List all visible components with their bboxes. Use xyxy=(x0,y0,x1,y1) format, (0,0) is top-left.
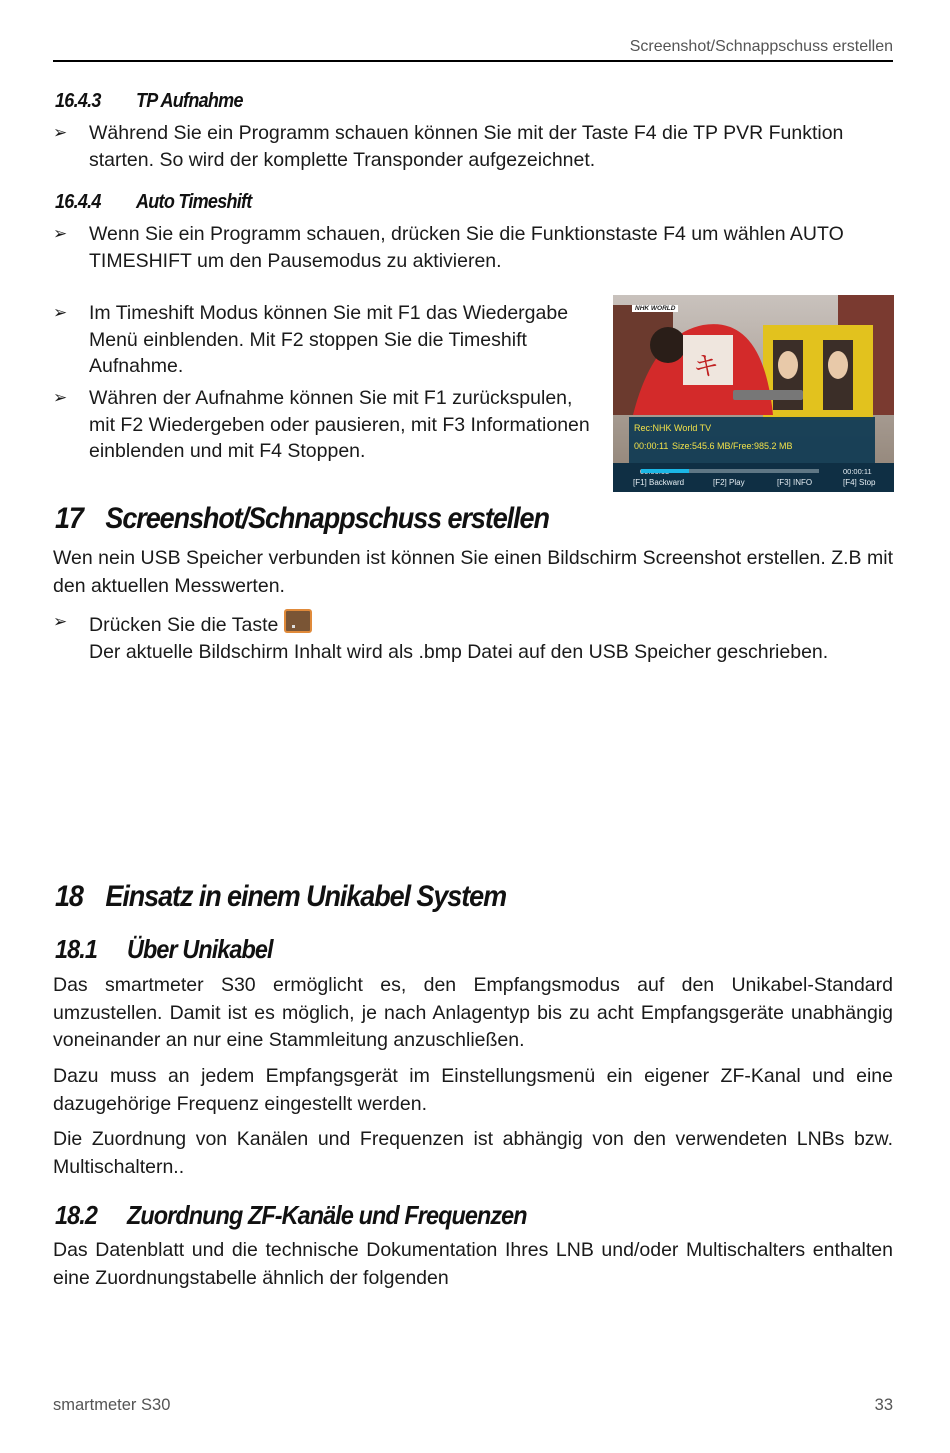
screenshot-key-icon xyxy=(284,609,312,633)
f1-label: [F1] Backward xyxy=(633,478,685,487)
bullet-auto-timeshift: ➢ Wenn Sie ein Programm schauen, drücken Sie die Funktionstaste F4 um wählen AUTO TIMESHIFT um den Pausemodus zu aktivieren. xyxy=(53,223,844,272)
paragraph-unikabel-2: Dazu muss an jedem Empfangsgerät im Einstellungsmenü ein eigener ZF-Kanal und eine dazugehörige Frequenz eingestellt werden. xyxy=(53,1065,893,1115)
heading-18-1 xyxy=(55,934,273,965)
chapter-title: Screenshot/Schnappschuss erstellen xyxy=(105,502,549,535)
chapter-number: 17 xyxy=(55,502,83,535)
bullet-screenshot-key: ➢ Drücken Sie die Taste Der aktuelle Bildschirm Inhalt wird als .bmp Datei auf den USB Speicher geschrieben. xyxy=(53,609,893,665)
time-end: 00:00:11 xyxy=(843,467,872,476)
f4-label: [F4] Stop xyxy=(843,478,876,487)
progress-track xyxy=(641,469,819,473)
section-number: 18.1 xyxy=(55,934,97,964)
progress-fill xyxy=(641,469,689,473)
chapter-number: 18 xyxy=(55,880,83,913)
tv-screenshot xyxy=(613,295,894,492)
f3-label: [F3] INFO xyxy=(777,478,813,487)
section-title: Zuordnung ZF-Kanäle und Frequenzen xyxy=(127,1200,527,1230)
section-title: TP Aufnahme xyxy=(136,90,243,112)
bullet-tp-aufnahme: ➢ Während Sie ein Programm schauen können Sie mit der Taste F4 die TP PVR Funktion starten. So wird der komplette Transponder aufgezeichnet. xyxy=(53,122,844,171)
header-rule xyxy=(53,60,893,62)
arrow-bullet-icon: ➢ xyxy=(53,388,68,407)
section-title: Auto Timeshift xyxy=(136,191,252,213)
bullet-recording-controls: ➢ Währen der Aufnahme können Sie mit F1 zurückspulen, mit F2 Wiedergeben oder pausieren, mit F3 Informationen einblenden und mit F4 Stoppen. xyxy=(53,387,590,462)
arrow-bullet-icon: ➢ xyxy=(53,224,68,243)
section-number: 16.4.4 xyxy=(55,191,101,213)
section-number: 18.2 xyxy=(55,1200,97,1230)
f2-label: [F2] Play xyxy=(713,478,745,487)
heading-16-4-4 xyxy=(55,191,252,214)
heading-18-2 xyxy=(55,1200,527,1231)
svg-text:キ: キ xyxy=(693,352,720,382)
footer-page-number: 33 xyxy=(874,1396,893,1414)
heading-17 xyxy=(55,502,549,536)
paragraph-screenshot-intro: Wen nein USB Speicher verbunden ist können Sie einen Bildschirm Screenshot erstellen. Z.B mit den aktuellen Messwerten. xyxy=(53,547,893,597)
paragraph-zuordnung: Das Datenblatt und die technische Dokumentation Ihres LNB und/oder Multischalters enthalten eine Zuordnungstabelle ähnlich der folgenden xyxy=(53,1239,893,1289)
paragraph-unikabel-1: Das smartmeter S30 ermöglicht es, den Empfangsmodus auf den Unikabel-Standard umzustellen. Damit ist es möglich, je nach Anlagentyp bis zu acht Empfangsgeräte unabhängig voneinander an nur eine Stammleitung anzuschließen. xyxy=(53,974,893,1051)
arrow-bullet-icon: ➢ xyxy=(53,612,68,631)
paragraph-unikabel-3: Die Zuordnung von Kanälen und Frequenzen ist abhängig von den verwendeten LNBs bzw. Multischaltern.. xyxy=(53,1128,893,1178)
heading-16-4-3 xyxy=(55,90,243,113)
section-number: 16.4.3 xyxy=(55,90,101,112)
recording-title: Rec:NHK World TV xyxy=(634,423,712,433)
footer-product: smartmeter S30 xyxy=(53,1396,171,1414)
bullet-timeshift-mode: ➢ Im Timeshift Modus können Sie mit F1 das Wiedergabe Menü einblenden. Mit F2 stoppen Sie die Timeshift Aufnahme. xyxy=(53,302,569,377)
arrow-bullet-icon: ➢ xyxy=(53,303,68,322)
heading-18 xyxy=(55,880,506,914)
chapter-title: Einsatz in einem Unikabel System xyxy=(105,880,506,913)
running-header: Screenshot/Schnappschuss erstellen xyxy=(629,38,893,55)
channel-logo: NHK WORLD xyxy=(632,305,678,312)
recording-time: 00:00:11 xyxy=(634,441,669,451)
arrow-bullet-icon: ➢ xyxy=(53,123,68,142)
recording-size: Size:545.6 MB/Free:985.2 MB xyxy=(672,441,793,451)
section-title: Über Unikabel xyxy=(127,934,273,964)
